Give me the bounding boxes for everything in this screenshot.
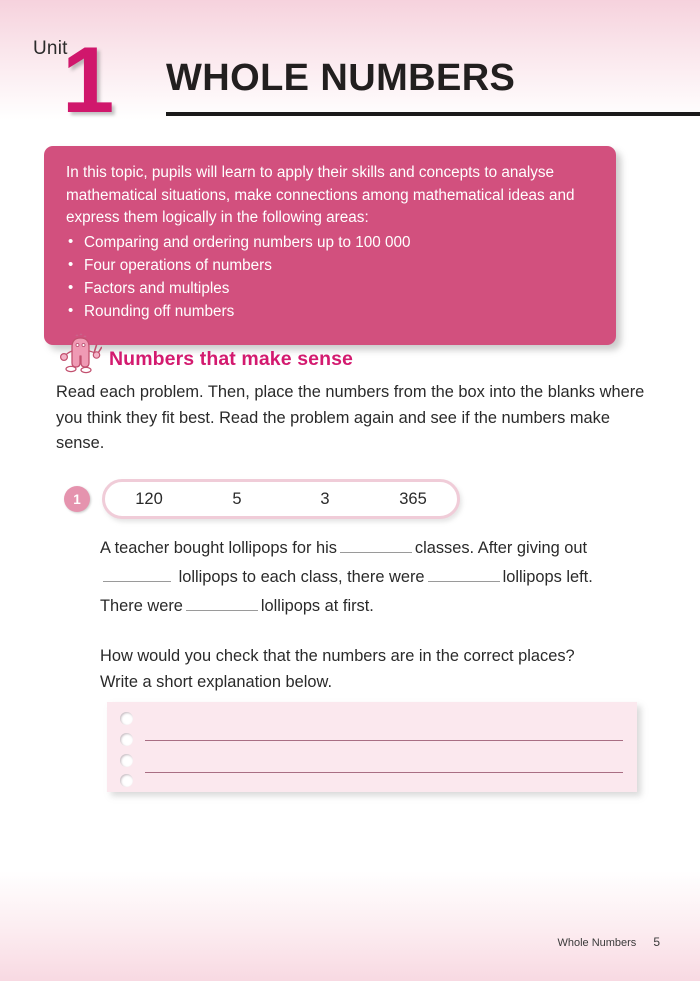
number-bank-item[interactable]: 365 bbox=[399, 489, 427, 508]
problem-statement bbox=[100, 534, 648, 621]
unit-label: Unit bbox=[33, 38, 68, 59]
notepad-hole-icon bbox=[120, 774, 133, 787]
followup-question bbox=[100, 644, 648, 695]
problem-text-segment: lollipops to each class, there were bbox=[178, 568, 425, 586]
topic-overview-paragraph: In this topic, pupils will learn to apply their skills and concepts to analyse mathematical situations, make connections among mathematical ideas and express them logically in the following areas: bbox=[66, 164, 575, 226]
footer-chapter-label: Whole Numbers bbox=[557, 937, 637, 949]
list-item: • Rounding off numbers bbox=[66, 300, 594, 323]
activity-title: Numbers that make sense bbox=[109, 348, 353, 370]
page-footer bbox=[557, 935, 660, 949]
answer-blank-4[interactable] bbox=[186, 610, 258, 611]
activity-instructions: Read each problem. Then, place the numbers from the box into the blanks where you think they fit best. Read the problem again and see if the numbers make sense. bbox=[56, 383, 645, 452]
problem-text-segment: lollipops left. bbox=[502, 568, 593, 586]
problem-text-segment: There were bbox=[100, 597, 183, 615]
notepad-hole-icon bbox=[120, 733, 133, 746]
title-underline-rule bbox=[166, 112, 700, 116]
topic-overview-panel bbox=[44, 146, 616, 345]
answer-blank-3[interactable] bbox=[428, 581, 500, 582]
problem-text-segment: A teacher bought lollipops for his bbox=[100, 539, 337, 557]
writing-line[interactable] bbox=[145, 772, 623, 773]
number-bank-item[interactable]: 5 bbox=[232, 489, 242, 508]
activity-heading bbox=[56, 331, 656, 370]
problem-text-segment: classes. After giving out bbox=[414, 539, 588, 557]
answer-notepad[interactable] bbox=[107, 702, 637, 792]
footer-page-number: 5 bbox=[653, 935, 660, 949]
answer-blank-2[interactable] bbox=[103, 581, 171, 582]
writing-line[interactable] bbox=[145, 740, 623, 741]
number-bank-item[interactable]: 120 bbox=[135, 489, 163, 508]
notepad-hole-icon bbox=[120, 712, 133, 725]
number-bank-box bbox=[102, 479, 460, 519]
page-title: WHOLE NUMBERS bbox=[166, 57, 516, 99]
list-item: • Factors and multiples bbox=[66, 277, 594, 300]
problem-text-segment: lollipops at first. bbox=[260, 597, 374, 615]
followup-line-1: How would you check that the numbers are in the correct places? bbox=[100, 647, 575, 665]
topic-areas-list bbox=[66, 231, 594, 323]
number-bank-item[interactable]: 3 bbox=[320, 489, 330, 508]
unit-number: 1 bbox=[62, 27, 115, 132]
mascot-character-icon bbox=[56, 331, 102, 377]
notepad-hole-icon bbox=[120, 754, 133, 767]
unit-header bbox=[0, 0, 700, 130]
followup-line-2: Write a short explanation below. bbox=[100, 672, 333, 691]
list-item: • Comparing and ordering numbers up to 100 000 bbox=[66, 231, 594, 254]
answer-blank-1[interactable] bbox=[340, 552, 412, 553]
list-item: • Four operations of numbers bbox=[66, 254, 594, 277]
question-number-badge: 1 bbox=[64, 486, 90, 512]
